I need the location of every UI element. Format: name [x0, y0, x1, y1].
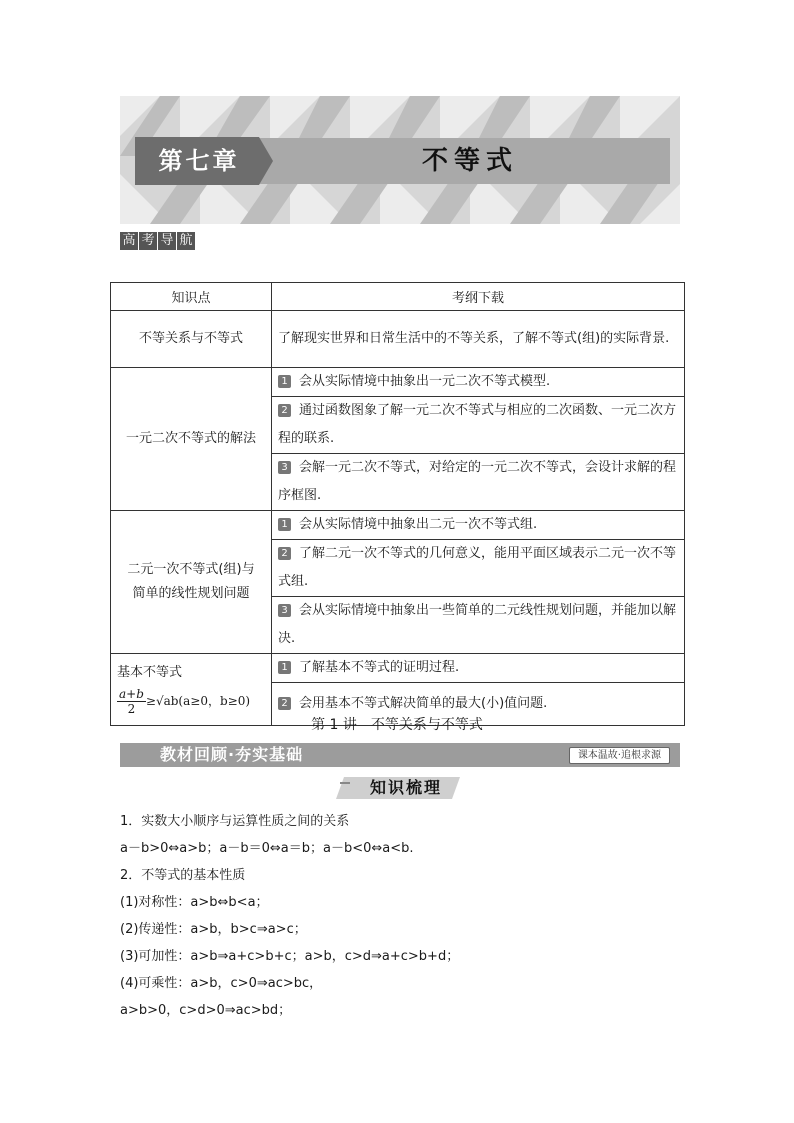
requirement-text: 会解一元二次不等式，对给定的一元二次不等式，会设计求解的程序框图.	[278, 460, 677, 503]
requirement-cell	[272, 368, 685, 397]
chapter-title: 不等式	[421, 146, 518, 176]
number-marker: 2	[278, 404, 291, 417]
relation-line: a－b>0⇔a>b；a－b＝0⇔a＝b；a－b<0⇔a<b.	[120, 841, 414, 856]
table-row	[111, 311, 685, 368]
requirement-text: 会用基本不等式解决简单的最大(小)值问题.	[299, 696, 548, 711]
header-knowledge: 知识点	[111, 283, 272, 311]
property-symmetry: (1)对称性：a>b⇔b<a；	[120, 895, 269, 910]
basic-inequality-formula	[117, 687, 267, 716]
requirement-text: 了解二元一次不等式的几何意义，能用平面区域表示二元一次不等式组.	[278, 546, 677, 589]
requirement-cell	[272, 397, 685, 454]
requirement-cell	[272, 511, 685, 540]
requirement-text: 会从实际情境中抽象出一些简单的二元线性规划问题，并能加以解决.	[278, 603, 677, 646]
knowledge-tab	[336, 775, 460, 801]
badge-char: 高	[120, 232, 138, 250]
property-transitivity: (2)传递性：a>b，b>c⇒a>c；	[120, 922, 307, 937]
requirement-cell	[272, 454, 685, 511]
requirement-text: 了解基本不等式的证明过程.	[299, 660, 460, 675]
gaokao-nav-badge	[120, 232, 195, 250]
header-syllabus: 考纲下载	[272, 283, 685, 311]
heading-2: 2．不等式的基本性质	[120, 868, 246, 883]
requirement-text: 会从实际情境中抽象出一元二次不等式模型.	[299, 374, 551, 389]
badge-char: 航	[177, 232, 195, 250]
topic-cell	[111, 511, 272, 654]
property-additivity: (3)可加性：a>b⇒a+c>b+c；a>b，c>d⇒a+c>b+d；	[120, 949, 460, 964]
requirement-cell: 了解现实世界和日常生活中的不等关系，了解不等式(组)的实际背景.	[272, 311, 685, 368]
lecture-title: 第 1 讲 不等关系与不等式	[311, 717, 483, 733]
table-header-row	[111, 283, 685, 311]
table-row	[111, 368, 685, 397]
requirement-cell	[272, 654, 685, 683]
number-marker: 2	[278, 697, 291, 710]
formula-rest: ≥√ab(a≥0，b≥0)	[145, 694, 251, 708]
number-marker: 1	[278, 375, 291, 388]
chapter-label	[135, 137, 273, 185]
section-bar	[120, 743, 680, 767]
table-row	[111, 511, 685, 540]
topic-name: 基本不等式	[117, 665, 183, 680]
property-multiplicativity-2: a>b>0，c>d>0⇒ac>bd；	[120, 1003, 292, 1018]
section-tag: 课本温故·追根求源	[569, 747, 670, 764]
knowledge-tab-label: 知识梳理	[369, 778, 442, 797]
number-marker: 1	[278, 661, 291, 674]
badge-char: 考	[139, 232, 157, 250]
topic-line: 二元一次不等式(组)与	[127, 562, 255, 577]
section-title: 教材回顾·夯实基础	[160, 745, 304, 764]
syllabus-table	[110, 282, 685, 726]
fraction	[117, 687, 146, 716]
topic-cell: 不等关系与不等式	[111, 311, 272, 368]
requirement-text: 通过函数图象了解一元二次不等式与相应的二次函数、一元二次方程的联系.	[278, 403, 677, 446]
property-multiplicativity: (4)可乘性：a>b，c>0⇒ac>bc，	[120, 976, 323, 991]
requirement-cell	[272, 597, 685, 654]
topic-cell: 一元二次不等式的解法	[111, 368, 272, 511]
table-row	[111, 654, 685, 683]
chapter-number: 第七章	[158, 146, 240, 175]
badge-char: 导	[158, 232, 176, 250]
number-marker: 1	[278, 518, 291, 531]
number-marker: 2	[278, 547, 291, 560]
topic-line: 简单的线性规划问题	[132, 586, 250, 601]
number-marker: 3	[278, 604, 291, 617]
requirement-cell	[272, 540, 685, 597]
fraction-denominator: 2	[127, 702, 136, 716]
number-marker: 3	[278, 461, 291, 474]
heading-1: 1．实数大小顺序与运算性质之间的关系	[120, 814, 350, 829]
fraction-numerator: a+b	[119, 687, 144, 701]
requirement-text: 会从实际情境中抽象出二元一次不等式组.	[299, 517, 538, 532]
